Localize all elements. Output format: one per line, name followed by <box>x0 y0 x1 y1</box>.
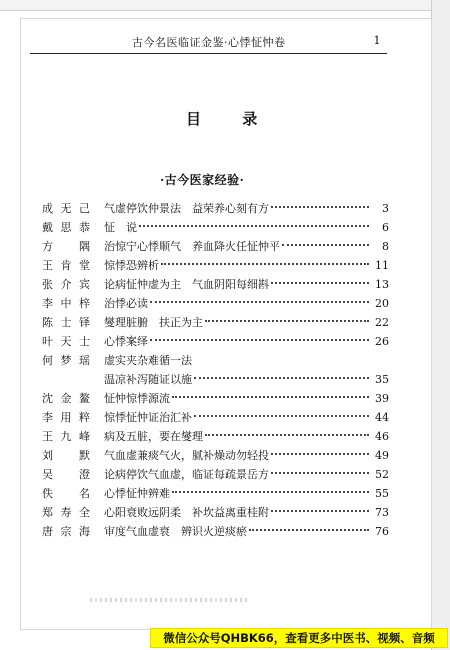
toc-page-number: 39 <box>375 392 389 405</box>
toc-entry-line <box>104 275 389 294</box>
toc-leader-dots <box>139 224 369 227</box>
toc-entry-title: 心悸怔忡辨难 <box>104 487 170 500</box>
toc-author: 郑寿全 <box>42 506 90 519</box>
viewer-top-edge <box>0 0 450 11</box>
toc-entry-title: 燮理脏腑 扶正为主 <box>104 316 203 329</box>
toc-page-number: 52 <box>375 468 389 481</box>
toc-entry-title: 气血虚兼痰气火，腻补燥动勿轻投 <box>104 449 269 462</box>
toc-entry-title: 气虚停饮仲景法 益荣养心刻有方 <box>104 202 269 215</box>
toc-leader-dots <box>205 433 369 436</box>
toc-author: 王肯堂 <box>42 259 90 272</box>
toc-entry-line <box>104 484 389 503</box>
toc-entry-title: 虚实夹杂难循一法 <box>104 354 192 367</box>
toc-entry-line <box>104 237 389 256</box>
toc-entry-title: 心阳衰败远阴柔 补坎益离重桂附 <box>104 506 269 519</box>
toc-entry <box>42 256 389 275</box>
toc-author: 佚 名 <box>42 487 90 500</box>
toc-author: 戴思恭 <box>42 221 90 234</box>
toc-entry <box>42 313 389 332</box>
toc-entry-line <box>104 446 389 465</box>
book-title: 古今名医临证金鉴·心悸怔忡卷 <box>132 36 286 49</box>
toc-author: 成无己 <box>42 202 90 215</box>
toc-entry-line <box>104 503 389 522</box>
toc-entry <box>42 237 389 256</box>
toc-entry <box>42 199 389 218</box>
toc-page-number: 46 <box>375 430 389 443</box>
running-header <box>36 34 381 52</box>
toc-page-number: 20 <box>375 297 389 310</box>
toc-author: 何梦瑶 <box>42 354 90 367</box>
toc-entry-title: 论病怔忡虚为主 气血阴阳每细斟 <box>104 278 269 291</box>
section-heading: ·古今医家经验· <box>160 173 245 187</box>
toc-entry-title: 怔忡惊悸源流 <box>104 392 170 405</box>
toc-entry-line <box>104 218 389 237</box>
toc-author: 王九峰 <box>42 430 90 443</box>
toc-page-number: 6 <box>382 221 389 234</box>
toc-entry-title: 论病停饮气血虚，临证每疏景岳方 <box>104 468 269 481</box>
toc-leader-dots <box>172 395 369 398</box>
toc-entry-line <box>104 465 389 484</box>
toc-entry <box>42 427 389 446</box>
toc-entry-line <box>104 351 389 370</box>
toc-page-number: 49 <box>375 449 389 462</box>
toc-author: 陈士铎 <box>42 316 90 329</box>
toc-leader-dots <box>271 281 369 284</box>
toc-page-number: 76 <box>375 525 389 538</box>
toc-page-number: 55 <box>375 487 389 500</box>
toc-entry-line <box>104 522 389 541</box>
toc-page-number: 3 <box>382 202 389 215</box>
toc-entry <box>42 218 389 237</box>
toc-leader-dots <box>271 509 369 512</box>
toc-entry-title: 怔 说 <box>104 221 137 234</box>
toc-author: 李中梓 <box>42 297 90 310</box>
toc-entry <box>42 522 389 541</box>
toc-leader-dots <box>194 376 369 379</box>
toc-entry-line <box>104 408 389 427</box>
header-rule <box>30 53 387 54</box>
toc-entry-title: 审度气血虚衰 辨识火逆痰瘀 <box>104 525 247 538</box>
toc-page-number: 22 <box>375 316 389 329</box>
toc-entry-title: 病及五脏，要在燮理 <box>104 430 203 443</box>
toc-heading: 目 录 <box>186 110 276 128</box>
toc-entry <box>42 446 389 465</box>
toc-entry-line <box>104 389 389 408</box>
toc-author: 方 隅 <box>42 240 90 253</box>
toc-author: 叶天士 <box>42 335 90 348</box>
toc-entry <box>42 275 389 294</box>
toc-leader-dots <box>271 452 369 455</box>
toc-leader-dots <box>282 243 369 246</box>
toc-page-number: 73 <box>375 506 389 519</box>
toc-entry-title: 惊悸怔忡证治汇补 <box>104 411 192 424</box>
toc-entry-title: 治惊宁心悸顺气 养血降火任怔忡平 <box>104 240 280 253</box>
toc-entry-title: 心悸案绎 <box>104 335 148 348</box>
toc-leader-dots <box>271 205 369 208</box>
toc-entry-line <box>104 427 389 446</box>
toc-entry <box>42 484 389 503</box>
toc-leader-dots <box>150 300 369 303</box>
toc-page-number: 8 <box>382 240 389 253</box>
page-number: 1 <box>373 34 381 47</box>
toc-page-number: 13 <box>375 278 389 291</box>
toc-entry-line <box>104 313 389 332</box>
toc-entry-line <box>104 332 389 351</box>
toc-page-number: 26 <box>375 335 389 348</box>
toc-entry-line <box>104 199 389 218</box>
toc-entry <box>42 408 389 427</box>
toc-entry <box>42 351 389 370</box>
toc-entry <box>42 294 389 313</box>
toc-entry <box>42 503 389 522</box>
toc-entry <box>42 370 389 389</box>
toc-entry <box>42 465 389 484</box>
toc-page-number: 35 <box>375 373 389 386</box>
toc-author: 李用粹 <box>42 411 90 424</box>
toc-author: 刘 默 <box>42 449 90 462</box>
toc-page-number: 11 <box>375 259 389 272</box>
scan-artifact <box>90 598 250 602</box>
toc-entry <box>42 332 389 351</box>
toc-leader-dots <box>194 414 369 417</box>
toc-entry-title: 惊悸恐辨析 <box>104 259 159 272</box>
toc-leader-dots <box>161 262 369 265</box>
toc-author: 吴 澄 <box>42 468 90 481</box>
toc-entry-title: 温凉补泻随证以施 <box>104 373 192 386</box>
toc-author: 唐宗海 <box>42 525 90 538</box>
toc-leader-dots <box>150 338 369 341</box>
toc-entry-title: 治悸必读 <box>104 297 148 310</box>
toc-entry-line <box>104 294 389 313</box>
toc-list <box>42 199 389 541</box>
toc-leader-dots <box>205 319 369 322</box>
toc-entry-line <box>104 256 389 275</box>
toc-entry <box>42 389 389 408</box>
toc-author: 沈金鳌 <box>42 392 90 405</box>
toc-leader-dots <box>249 528 369 531</box>
toc-leader-dots <box>172 490 369 493</box>
toc-page-number: 44 <box>375 411 389 424</box>
watermark-banner: 微信公众号QHBK66，查看更多中医书、视频、音频 <box>150 628 448 648</box>
toc-entry-line <box>104 370 389 389</box>
viewer-scrollbar[interactable] <box>431 0 450 650</box>
toc-author: 张介宾 <box>42 278 90 291</box>
toc-leader-dots <box>271 471 369 474</box>
